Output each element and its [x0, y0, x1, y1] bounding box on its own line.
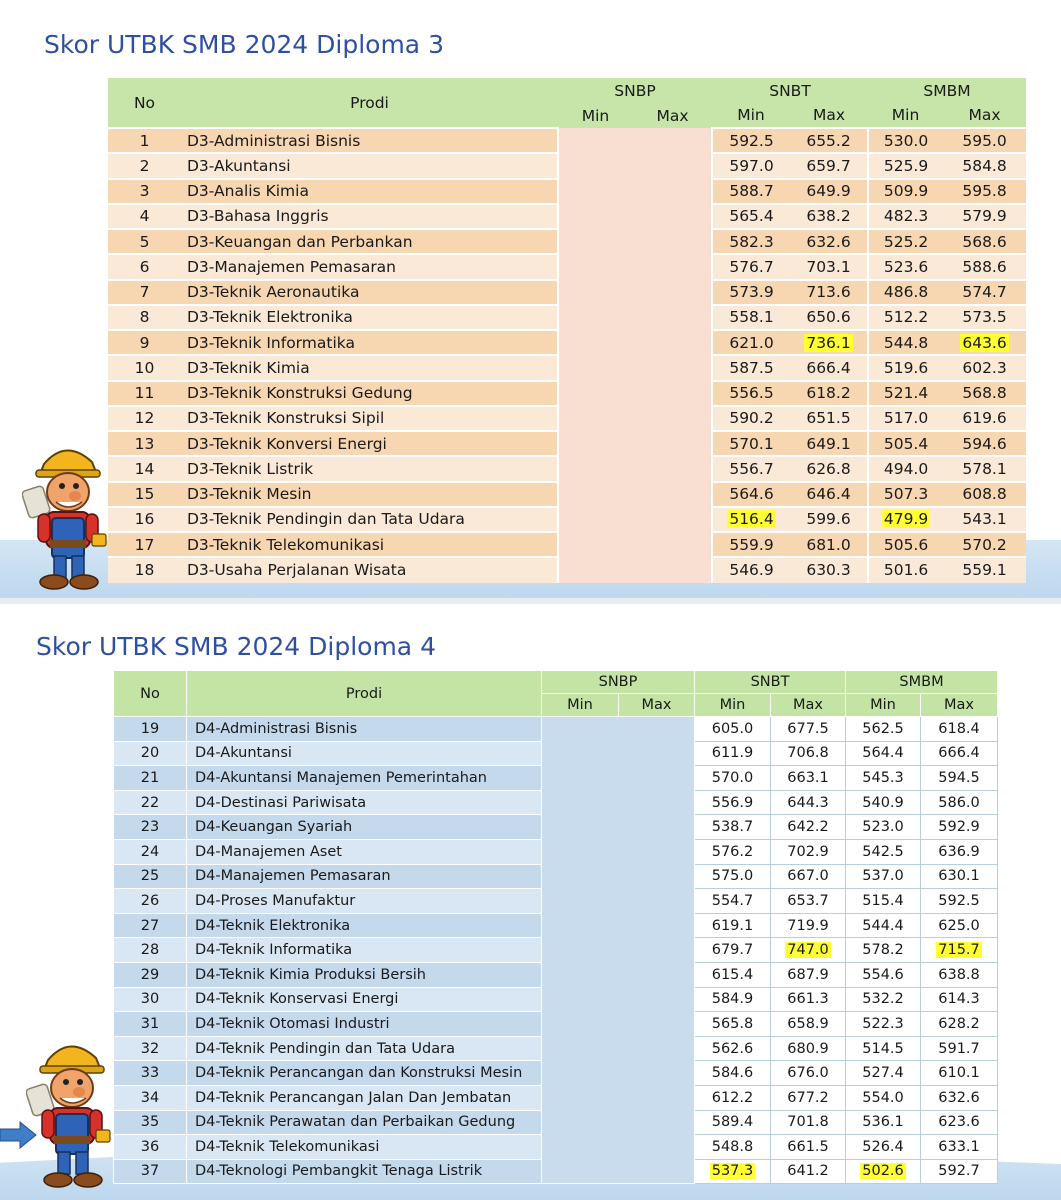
snbt-min: 589.4 [695, 1110, 771, 1135]
prodi-name: D3-Teknik Telekomunikasi [181, 532, 558, 557]
smbm-min: 501.6 [868, 557, 943, 582]
score-table-d4 [113, 670, 998, 1184]
header-no: No [108, 78, 181, 128]
row-number: 11 [108, 381, 181, 406]
row-number: 28 [114, 938, 187, 963]
prodi-name: D3-Teknik Mesin [181, 482, 558, 507]
construction-worker-icon [22, 440, 112, 592]
row-number: 18 [108, 557, 181, 582]
smbm-min: 512.2 [868, 305, 943, 330]
prodi-name: D3-Usaha Perjalanan Wisata [181, 557, 558, 582]
snbt-max: 703.1 [790, 254, 868, 279]
highlighted-value: 537.3 [711, 1163, 754, 1180]
smbm-max: 568.8 [943, 381, 1026, 406]
smbm-min: 564.4 [846, 741, 921, 766]
prodi-name: D4-Teknik Pendingin dan Tata Udara [187, 1036, 542, 1061]
snbt-max: 676.0 [771, 1061, 846, 1086]
row-number: 36 [114, 1135, 187, 1160]
prodi-name: D4-Manajemen Pemasaran [187, 864, 542, 889]
prodi-name: D4-Keuangan Syariah [187, 815, 542, 840]
snbt-min: 582.3 [712, 229, 790, 254]
smbm-min: 515.4 [846, 889, 921, 914]
snbt-min: 554.7 [695, 889, 771, 914]
prodi-name: D4-Teknik Perancangan Jalan Dan Jembatan [187, 1085, 542, 1110]
snbt-max: 687.9 [771, 962, 846, 987]
smbm-max: 636.9 [921, 839, 998, 864]
smbm-max: 573.5 [943, 305, 1026, 330]
prodi-name: D3-Teknik Listrik [181, 456, 558, 481]
smbm-min: 537.0 [846, 864, 921, 889]
snbt-max: 658.9 [771, 1012, 846, 1037]
prodi-name: D4-Teknologi Pembangkit Tenaga Listrik [187, 1159, 542, 1184]
header-snbp-min: Min [558, 103, 633, 128]
row-number: 26 [114, 889, 187, 914]
smbm-max: 559.1 [943, 557, 1026, 582]
prodi-name: D4-Teknik Perawatan dan Perbaikan Gedung [187, 1110, 542, 1135]
row-number: 19 [114, 717, 187, 742]
snbt-min: 679.7 [695, 938, 771, 963]
row-number: 3 [108, 179, 181, 204]
smbm-max: 595.8 [943, 179, 1026, 204]
snbt-min: 612.2 [695, 1085, 771, 1110]
smbm-min [868, 507, 943, 532]
smbm-max: 592.9 [921, 815, 998, 840]
table-body [114, 717, 998, 1184]
header-snbp-max: Max [619, 694, 695, 717]
row-number: 10 [108, 355, 181, 380]
snbt-min: 605.0 [695, 717, 771, 742]
construction-worker-icon [26, 1036, 116, 1190]
snbt-max: 681.0 [790, 532, 868, 557]
snbt-max: 638.2 [790, 204, 868, 229]
snbt-max [790, 330, 868, 355]
snbt-min: 538.7 [695, 815, 771, 840]
snbt-max: 667.0 [771, 864, 846, 889]
prodi-name: D4-Proses Manufaktur [187, 889, 542, 914]
snbt-min: 611.9 [695, 741, 771, 766]
snbt-min: 558.1 [712, 305, 790, 330]
snbt-max: 651.5 [790, 406, 868, 431]
slide-diploma-3 [0, 0, 1061, 598]
header-snbt-min: Min [695, 694, 771, 717]
table-row [108, 128, 1026, 153]
smbm-max: 594.5 [921, 766, 998, 791]
row-number: 13 [108, 431, 181, 456]
prodi-name: D4-Teknik Informatika [187, 938, 542, 963]
prodi-name: D3-Teknik Konstruksi Sipil [181, 406, 558, 431]
snbt-max: 659.7 [790, 153, 868, 178]
snbt-max: 618.2 [790, 381, 868, 406]
highlighted-value: 516.4 [729, 510, 774, 529]
header-prodi: Prodi [181, 78, 558, 128]
header-smbm-min: Min [868, 103, 943, 128]
snbt-min: 575.0 [695, 864, 771, 889]
smbm-max: 610.1 [921, 1061, 998, 1086]
prodi-name: D3-Teknik Aeronautika [181, 280, 558, 305]
snbt-max: 626.8 [790, 456, 868, 481]
smbm-max: 592.5 [921, 889, 998, 914]
smbm-min: 526.4 [846, 1135, 921, 1160]
smbm-max: 628.2 [921, 1012, 998, 1037]
smbm-min: 532.2 [846, 987, 921, 1012]
prodi-name: D3-Teknik Konversi Energi [181, 431, 558, 456]
slide-diploma-4 [0, 604, 1061, 1200]
smbm-min: 554.6 [846, 962, 921, 987]
snbt-max: 713.6 [790, 280, 868, 305]
smbm-max: 625.0 [921, 913, 998, 938]
header-snbp: SNBP [542, 671, 695, 694]
row-number: 2 [108, 153, 181, 178]
prodi-name: D3-Teknik Pendingin dan Tata Udara [181, 507, 558, 532]
snbt-min: 592.5 [712, 128, 790, 153]
row-number: 9 [108, 330, 181, 355]
smbm-max: 614.3 [921, 987, 998, 1012]
smbm-max: 591.7 [921, 1036, 998, 1061]
highlighted-value: 715.7 [938, 942, 980, 959]
row-number: 33 [114, 1061, 187, 1086]
smbm-min: 505.6 [868, 532, 943, 557]
row-number: 14 [108, 456, 181, 481]
row-number: 24 [114, 839, 187, 864]
table-row [114, 717, 998, 742]
smbm-min: 562.5 [846, 717, 921, 742]
snbt-min: 621.0 [712, 330, 790, 355]
snbt-max: 680.9 [771, 1036, 846, 1061]
snbt-min: 576.7 [712, 254, 790, 279]
snbt-min: 576.2 [695, 839, 771, 864]
smbm-max: 666.4 [921, 741, 998, 766]
header-prodi: Prodi [187, 671, 542, 717]
header-smbm-max: Max [943, 103, 1026, 128]
prodi-name: D3-Manajemen Pemasaran [181, 254, 558, 279]
snbt-max: 702.9 [771, 839, 846, 864]
smbm-min: 536.1 [846, 1110, 921, 1135]
row-number: 31 [114, 1012, 187, 1037]
smbm-max: 608.8 [943, 482, 1026, 507]
smbm-max: 638.8 [921, 962, 998, 987]
snbt-min: 615.4 [695, 962, 771, 987]
snbt-max: 632.6 [790, 229, 868, 254]
snbt-min: 570.0 [695, 766, 771, 791]
snbt-min: 562.6 [695, 1036, 771, 1061]
snbt-max: 644.3 [771, 790, 846, 815]
snbt-min: 584.6 [695, 1061, 771, 1086]
smbm-max: 594.6 [943, 431, 1026, 456]
snbt-min: 584.9 [695, 987, 771, 1012]
snbt-max: 655.2 [790, 128, 868, 153]
prodi-name: D4-Manajemen Aset [187, 839, 542, 864]
row-number: 37 [114, 1159, 187, 1184]
smbm-max: 586.0 [921, 790, 998, 815]
smbm-min: 486.8 [868, 280, 943, 305]
smbm-min: 505.4 [868, 431, 943, 456]
snbt-min: 597.0 [712, 153, 790, 178]
header-smbm-max: Max [921, 694, 998, 717]
prodi-name: D3-Keuangan dan Perbankan [181, 229, 558, 254]
smbm-max: 630.1 [921, 864, 998, 889]
prodi-name: D3-Administrasi Bisnis [181, 128, 558, 153]
prodi-name: D4-Teknik Telekomunikasi [187, 1135, 542, 1160]
snbt-max: 663.1 [771, 766, 846, 791]
snbt-min: 546.9 [712, 557, 790, 582]
smbm-min: 482.3 [868, 204, 943, 229]
smbm-max: 543.1 [943, 507, 1026, 532]
snbt-min: 564.6 [712, 482, 790, 507]
snbt-min [712, 507, 790, 532]
row-number: 5 [108, 229, 181, 254]
row-number: 20 [114, 741, 187, 766]
prodi-name: D4-Akuntansi Manajemen Pemerintahan [187, 766, 542, 791]
row-number: 34 [114, 1085, 187, 1110]
smbm-max: 570.2 [943, 532, 1026, 557]
smbm-min: 544.4 [846, 913, 921, 938]
prodi-name: D3-Akuntansi [181, 153, 558, 178]
header-smbm: SMBM [868, 78, 1026, 103]
smbm-min: 578.2 [846, 938, 921, 963]
snbt-max: 649.1 [790, 431, 868, 456]
snbt-min: 556.5 [712, 381, 790, 406]
snbt-min: 573.9 [712, 280, 790, 305]
snbt-min: 556.7 [712, 456, 790, 481]
snbt-max: 650.6 [790, 305, 868, 330]
snbt-max: 599.6 [790, 507, 868, 532]
highlighted-value: 736.1 [806, 333, 851, 352]
prodi-name: D4-Administrasi Bisnis [187, 717, 542, 742]
smbm-min: 522.3 [846, 1012, 921, 1037]
smbm-max: 574.7 [943, 280, 1026, 305]
smbm-min: 519.6 [868, 355, 943, 380]
snbt-max: 642.2 [771, 815, 846, 840]
smbm-min: 514.5 [846, 1036, 921, 1061]
header-no: No [114, 671, 187, 717]
row-number: 30 [114, 987, 187, 1012]
prodi-name: D3-Teknik Konstruksi Gedung [181, 381, 558, 406]
row-number: 25 [114, 864, 187, 889]
snbt-min: 565.4 [712, 204, 790, 229]
smbm-min [846, 1159, 921, 1184]
snbt-max: 630.3 [790, 557, 868, 582]
smbm-min: 545.3 [846, 766, 921, 791]
header-snbp-min: Min [542, 694, 619, 717]
row-number: 17 [108, 532, 181, 557]
smbm-max: 578.1 [943, 456, 1026, 481]
smbm-max: 579.9 [943, 204, 1026, 229]
row-number: 35 [114, 1110, 187, 1135]
smbm-min: 527.4 [846, 1061, 921, 1086]
smbm-max [943, 330, 1026, 355]
header-snbt-max: Max [771, 694, 846, 717]
row-number: 7 [108, 280, 181, 305]
row-number: 12 [108, 406, 181, 431]
header-snbp-max: Max [633, 103, 712, 128]
snbt-min: 548.8 [695, 1135, 771, 1160]
smbm-max: 584.8 [943, 153, 1026, 178]
prodi-name: D4-Teknik Perancangan dan Konstruksi Mesin [187, 1061, 542, 1086]
header-snbt: SNBT [712, 78, 868, 103]
row-number: 23 [114, 815, 187, 840]
smbm-min: 554.0 [846, 1085, 921, 1110]
page-title: Skor UTBK SMB 2024 Diploma 3 [44, 30, 444, 59]
snbt-min: 619.1 [695, 913, 771, 938]
header-smbm: SMBM [846, 671, 998, 694]
smbm-max: 618.4 [921, 717, 998, 742]
smbm-max: 588.6 [943, 254, 1026, 279]
snbt-max [771, 938, 846, 963]
prodi-name: D3-Bahasa Inggris [181, 204, 558, 229]
row-number: 1 [108, 128, 181, 153]
highlighted-value: 479.9 [883, 510, 929, 529]
row-number: 27 [114, 913, 187, 938]
snbp-empty-cell [558, 128, 712, 583]
smbm-min: 507.3 [868, 482, 943, 507]
prodi-name: D4-Teknik Elektronika [187, 913, 542, 938]
smbm-max: 568.6 [943, 229, 1026, 254]
snbt-max: 701.8 [771, 1110, 846, 1135]
snbt-min: 587.5 [712, 355, 790, 380]
prodi-name: D4-Destinasi Pariwisata [187, 790, 542, 815]
row-number: 22 [114, 790, 187, 815]
snbt-min: 590.2 [712, 406, 790, 431]
snbt-max: 641.2 [771, 1159, 846, 1184]
smbm-min: 521.4 [868, 381, 943, 406]
smbm-max: 595.0 [943, 128, 1026, 153]
row-number: 6 [108, 254, 181, 279]
snbt-max: 653.7 [771, 889, 846, 914]
row-number: 21 [114, 766, 187, 791]
score-table-d3 [108, 78, 1026, 583]
smbm-max [921, 938, 998, 963]
header-snbt-min: Min [712, 103, 790, 128]
smbm-min: 517.0 [868, 406, 943, 431]
snbt-min: 565.8 [695, 1012, 771, 1037]
snbt-min: 559.9 [712, 532, 790, 557]
row-number: 32 [114, 1036, 187, 1061]
smbm-min: 523.6 [868, 254, 943, 279]
prodi-name: D4-Teknik Otomasi Industri [187, 1012, 542, 1037]
prodi-name: D3-Teknik Elektronika [181, 305, 558, 330]
snbt-max: 661.5 [771, 1135, 846, 1160]
header-snbt: SNBT [695, 671, 846, 694]
header-snbt-max: Max [790, 103, 868, 128]
prodi-name: D3-Teknik Kimia [181, 355, 558, 380]
smbm-min: 523.0 [846, 815, 921, 840]
table-body [108, 128, 1026, 583]
snbt-max: 677.5 [771, 717, 846, 742]
smbm-min: 544.8 [868, 330, 943, 355]
prodi-name: D4-Akuntansi [187, 741, 542, 766]
prodi-name: D3-Analis Kimia [181, 179, 558, 204]
smbm-max: 623.6 [921, 1110, 998, 1135]
snbt-max: 706.8 [771, 741, 846, 766]
smbm-min: 525.9 [868, 153, 943, 178]
snbt-min: 556.9 [695, 790, 771, 815]
highlighted-value: 643.6 [962, 333, 1007, 352]
snbt-min: 588.7 [712, 179, 790, 204]
smbm-min: 509.9 [868, 179, 943, 204]
page-title: Skor UTBK SMB 2024 Diploma 4 [36, 632, 436, 661]
row-number: 16 [108, 507, 181, 532]
snbt-max: 666.4 [790, 355, 868, 380]
highlighted-value: 502.6 [862, 1163, 904, 1180]
snbt-max: 719.9 [771, 913, 846, 938]
smbm-min: 494.0 [868, 456, 943, 481]
smbm-max: 619.6 [943, 406, 1026, 431]
smbm-max: 592.7 [921, 1159, 998, 1184]
smbm-max: 632.6 [921, 1085, 998, 1110]
highlighted-value: 747.0 [787, 942, 829, 959]
smbm-min: 540.9 [846, 790, 921, 815]
header-smbm-min: Min [846, 694, 921, 717]
smbm-max: 633.1 [921, 1135, 998, 1160]
snbt-min: 570.1 [712, 431, 790, 456]
smbm-min: 525.2 [868, 229, 943, 254]
row-number: 15 [108, 482, 181, 507]
row-number: 4 [108, 204, 181, 229]
row-number: 8 [108, 305, 181, 330]
row-number: 29 [114, 962, 187, 987]
smbm-max: 602.3 [943, 355, 1026, 380]
snbt-max: 646.4 [790, 482, 868, 507]
snbt-max: 661.3 [771, 987, 846, 1012]
prodi-name: D3-Teknik Informatika [181, 330, 558, 355]
smbm-min: 542.5 [846, 839, 921, 864]
snbt-max: 677.2 [771, 1085, 846, 1110]
snbt-min [695, 1159, 771, 1184]
prodi-name: D4-Teknik Kimia Produksi Bersih [187, 962, 542, 987]
snbp-empty-cell [542, 717, 695, 1184]
snbt-max: 649.9 [790, 179, 868, 204]
header-snbp: SNBP [558, 78, 712, 103]
smbm-min: 530.0 [868, 128, 943, 153]
prodi-name: D4-Teknik Konservasi Energi [187, 987, 542, 1012]
